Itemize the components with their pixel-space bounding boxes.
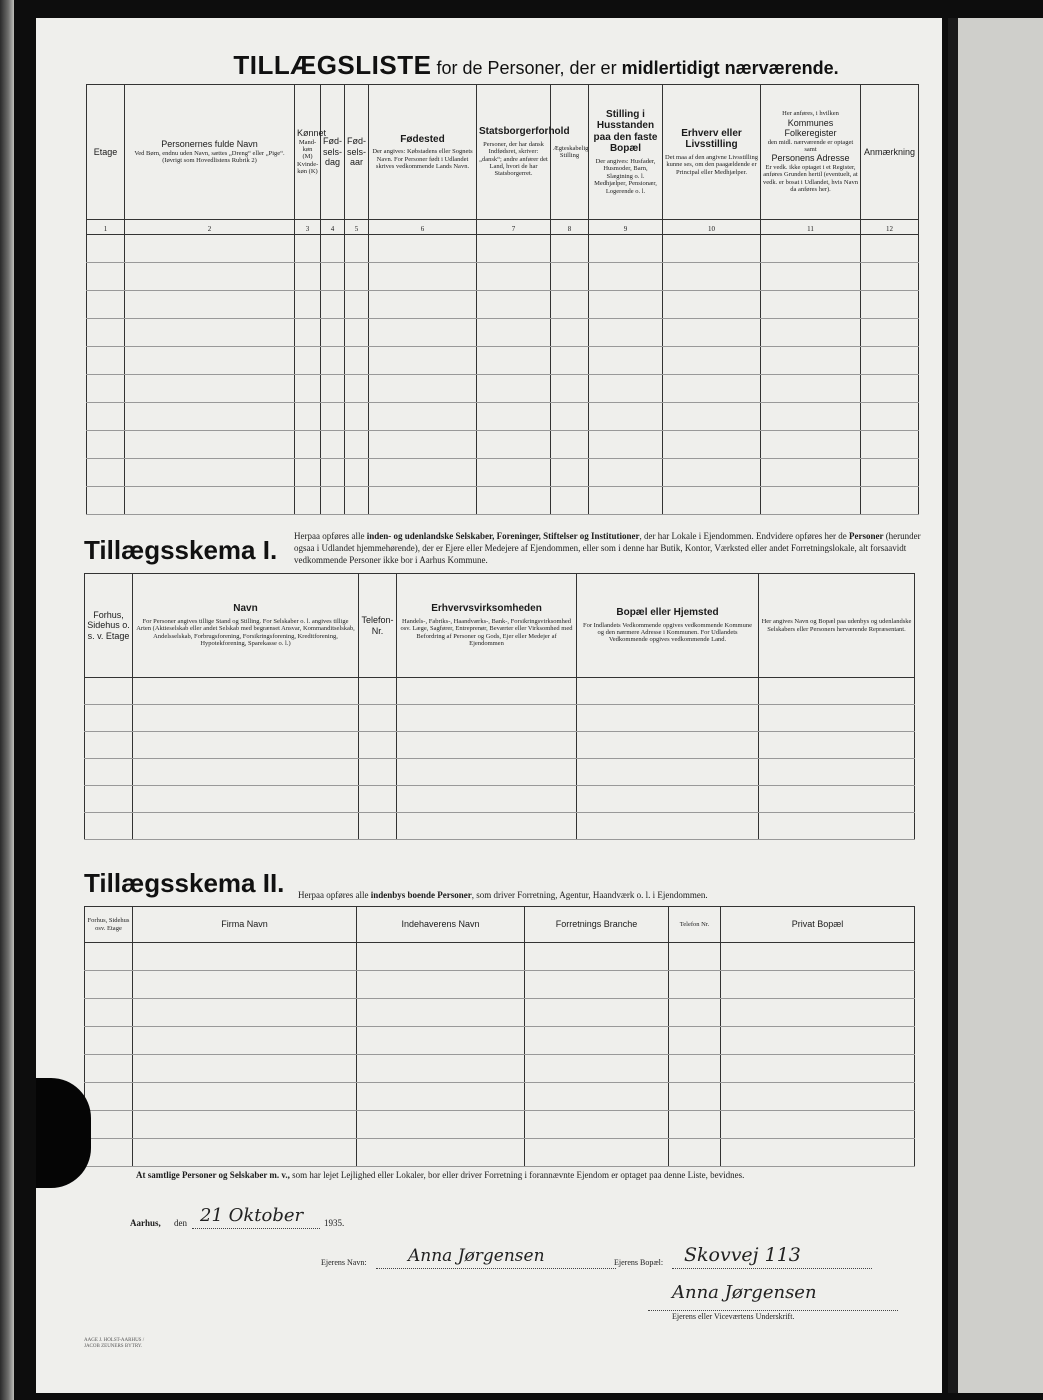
- main-colnum-row: 1 2 3 4 5 6 7 8 9 10 11 12: [87, 220, 919, 235]
- table-row: [87, 319, 919, 347]
- empty-cell[interactable]: [321, 319, 345, 347]
- empty-cell[interactable]: [87, 403, 125, 431]
- empty-cell[interactable]: [87, 459, 125, 487]
- skema1-header-row: [85, 574, 915, 678]
- empty-cell[interactable]: [345, 235, 369, 263]
- empty-cell[interactable]: [721, 1111, 915, 1139]
- year-label: 1935.: [324, 1218, 345, 1228]
- empty-cell[interactable]: [345, 375, 369, 403]
- empty-cell[interactable]: [577, 732, 759, 759]
- empty-cell[interactable]: [295, 403, 321, 431]
- empty-cell[interactable]: [357, 1083, 525, 1111]
- empty-cell[interactable]: [397, 732, 577, 759]
- den-label: den: [174, 1218, 187, 1228]
- table-row: [85, 786, 915, 813]
- empty-cell[interactable]: [357, 1055, 525, 1083]
- empty-cell[interactable]: [663, 403, 761, 431]
- empty-cell[interactable]: [321, 347, 345, 375]
- empty-cell[interactable]: [359, 678, 397, 705]
- table-row: [85, 1083, 915, 1111]
- empty-cell[interactable]: [761, 487, 861, 515]
- empty-cell[interactable]: [477, 347, 551, 375]
- empty-cell[interactable]: [861, 263, 919, 291]
- empty-cell[interactable]: [345, 291, 369, 319]
- empty-cell[interactable]: [133, 678, 359, 705]
- empty-cell[interactable]: [359, 705, 397, 732]
- empty-cell[interactable]: [761, 459, 861, 487]
- empty-cell[interactable]: [759, 732, 915, 759]
- empty-cell[interactable]: [369, 487, 477, 515]
- empty-cell[interactable]: [761, 403, 861, 431]
- empty-cell[interactable]: [321, 375, 345, 403]
- col-aegteskab: Ægteskabelig Stilling: [551, 85, 589, 220]
- empty-cell[interactable]: [87, 319, 125, 347]
- empty-cell[interactable]: [125, 403, 295, 431]
- empty-cell[interactable]: [589, 459, 663, 487]
- empty-cell[interactable]: [761, 291, 861, 319]
- empty-cell[interactable]: [551, 375, 589, 403]
- table-row: [85, 813, 915, 840]
- empty-cell[interactable]: [721, 999, 915, 1027]
- empty-cell[interactable]: [525, 1111, 669, 1139]
- empty-cell[interactable]: [525, 1139, 669, 1167]
- signature-line: [648, 1310, 898, 1311]
- empty-cell[interactable]: [321, 291, 345, 319]
- empty-cell[interactable]: [369, 263, 477, 291]
- page-title: [136, 50, 936, 81]
- empty-cell[interactable]: [861, 459, 919, 487]
- empty-cell[interactable]: [87, 263, 125, 291]
- col-name: Personernes fulde Navn Ved Børn, endnu uden Navn, sættes „Dreng“ eller „Pige“. (Iøvrigt som Hovedlistens Rubrik 2): [125, 85, 295, 220]
- main-register-table: [86, 84, 919, 515]
- title-part-2: midlertidigt: [621, 58, 720, 78]
- empty-cell[interactable]: [669, 1055, 721, 1083]
- date-line: [192, 1228, 320, 1229]
- col-folkeregister: Her anføres, i hvilken Kommunes Folkeregister den midl. nærværende er optaget samt Personens Adresse Er vedk. ikke optaget i et Register, anføres Grunden hertil (eventuelt, at vedk. er bosat i Udlandet, hvis Navn da anføres her).: [761, 85, 861, 220]
- s1-col-erhverv: Erhvervsvirksomheden Handels-, Fabriks-, Haandværks-, Bank-, Forsikringsvirksomhed osv. Læge, Sagfører, Entreprenør, Beværter eller Virksomhed med Befordring af Personer og Gods, Ejer eller Medejer af Ejendommen: [397, 574, 577, 678]
- col-etage: Etage: [87, 85, 125, 220]
- table-row: [87, 375, 919, 403]
- s2-col-firma: Firma Navn: [133, 907, 357, 943]
- empty-cell[interactable]: [669, 1027, 721, 1055]
- empty-cell[interactable]: [589, 431, 663, 459]
- table-row: [85, 1027, 915, 1055]
- empty-cell[interactable]: [369, 431, 477, 459]
- empty-cell[interactable]: [663, 319, 761, 347]
- empty-cell[interactable]: [759, 786, 915, 813]
- empty-cell[interactable]: [85, 1111, 133, 1139]
- s2-col-branche: Forretnings Branche: [525, 907, 669, 943]
- empty-cell[interactable]: [669, 1139, 721, 1167]
- s2-col-indehaver: Indehaverens Navn: [357, 907, 525, 943]
- empty-cell[interactable]: [577, 786, 759, 813]
- table-row: [87, 263, 919, 291]
- col-anmaerkning: Anmærkning: [861, 85, 919, 220]
- empty-cell[interactable]: [577, 678, 759, 705]
- table-row: [85, 1055, 915, 1083]
- empty-cell[interactable]: [295, 431, 321, 459]
- empty-cell[interactable]: [669, 971, 721, 999]
- skema1-note: Herpaa opføres alle inden- og udenlandske Selskaber, Foreninger, Stiftelser og Institutioner, der har Lokale i Ejendommen. Endvidere opføres her de Personer (herunder ogsaa i Udlandet hjemmehørende), der er Ejere eller Medejere af Ejendommen, eller som i denne har Butik, Kontor, Værksted eller andet Forretningslokale, alt forsaavidt vedkommende Personer ikke bor i Aarhus Kommune.: [294, 531, 921, 566]
- empty-cell[interactable]: [87, 291, 125, 319]
- empty-cell[interactable]: [577, 705, 759, 732]
- empty-cell[interactable]: [721, 971, 915, 999]
- empty-cell[interactable]: [357, 943, 525, 971]
- empty-cell[interactable]: [125, 375, 295, 403]
- col-fodested: Fødested Der angives: Købstadens eller Sognets Navn. For Personer født i Udlandet skrives vedkommende Lands Navn.: [369, 85, 477, 220]
- owner-name-handwritten: Anna Jørgensen: [408, 1246, 545, 1266]
- empty-cell[interactable]: [525, 999, 669, 1027]
- empty-cell[interactable]: [397, 678, 577, 705]
- empty-cell[interactable]: [133, 813, 359, 840]
- empty-cell[interactable]: [295, 487, 321, 515]
- empty-cell[interactable]: [663, 487, 761, 515]
- empty-cell[interactable]: [345, 403, 369, 431]
- empty-cell[interactable]: [663, 347, 761, 375]
- empty-cell[interactable]: [85, 813, 133, 840]
- empty-cell[interactable]: [85, 1139, 133, 1167]
- main-header-row: [87, 85, 919, 220]
- empty-cell[interactable]: [357, 971, 525, 999]
- table-row: [85, 705, 915, 732]
- empty-cell[interactable]: [295, 375, 321, 403]
- table-row: [85, 759, 915, 786]
- empty-cell[interactable]: [663, 291, 761, 319]
- s1-col-navn: Navn For Personer angives tillige Stand og Stilling. For Selskaber o. l. angives tillige Arten (Aktieselskab eller andet Selskab med begrænset Ansvar, Kommanditselskab, Andelsselskab, Forbrugsforening, Forsikringsforening, Kreditforening, Hypotekforening, Sparekasse o. l.): [133, 574, 359, 678]
- empty-cell[interactable]: [359, 786, 397, 813]
- empty-cell[interactable]: [295, 235, 321, 263]
- empty-cell[interactable]: [861, 291, 919, 319]
- empty-cell[interactable]: [759, 759, 915, 786]
- empty-cell[interactable]: [345, 347, 369, 375]
- empty-cell[interactable]: [861, 235, 919, 263]
- empty-cell[interactable]: [345, 459, 369, 487]
- s2-col-etage: Forhus, Sidehus osv. Etage: [85, 907, 133, 943]
- empty-cell[interactable]: [551, 431, 589, 459]
- empty-cell[interactable]: [357, 1027, 525, 1055]
- empty-cell[interactable]: [551, 403, 589, 431]
- skema2-note: Herpaa opføres alle indenbys boende Personer, som driver Forretning, Agentur, Haandværk o. l. i Ejendommen.: [298, 890, 708, 900]
- empty-cell[interactable]: [295, 319, 321, 347]
- empty-cell[interactable]: [759, 813, 915, 840]
- empty-cell[interactable]: [295, 263, 321, 291]
- table-row: [85, 1111, 915, 1139]
- empty-cell[interactable]: [133, 943, 357, 971]
- empty-cell[interactable]: [397, 813, 577, 840]
- empty-cell[interactable]: [761, 319, 861, 347]
- empty-cell[interactable]: [577, 813, 759, 840]
- s1-col-telefon: Telefon-Nr.: [359, 574, 397, 678]
- table-row: [85, 971, 915, 999]
- empty-cell[interactable]: [551, 263, 589, 291]
- empty-cell[interactable]: [85, 1055, 133, 1083]
- empty-cell[interactable]: [357, 1111, 525, 1139]
- empty-cell[interactable]: [477, 459, 551, 487]
- empty-cell[interactable]: [359, 732, 397, 759]
- empty-cell[interactable]: [125, 235, 295, 263]
- skema1-table: [84, 573, 915, 840]
- empty-cell[interactable]: [125, 291, 295, 319]
- owner-address-handwritten: Skovvej 113: [684, 1244, 801, 1266]
- binder-clip: [36, 1078, 91, 1188]
- empty-cell[interactable]: [345, 319, 369, 347]
- empty-cell[interactable]: [577, 759, 759, 786]
- empty-cell[interactable]: [669, 999, 721, 1027]
- empty-cell[interactable]: [85, 999, 133, 1027]
- empty-cell[interactable]: [477, 375, 551, 403]
- empty-cell[interactable]: [861, 319, 919, 347]
- empty-cell[interactable]: [551, 235, 589, 263]
- empty-cell[interactable]: [525, 1055, 669, 1083]
- empty-cell[interactable]: [663, 235, 761, 263]
- empty-cell[interactable]: [861, 403, 919, 431]
- empty-cell[interactable]: [369, 319, 477, 347]
- empty-cell[interactable]: [761, 431, 861, 459]
- table-row: [85, 943, 915, 971]
- title-part-3: nærværende.: [724, 58, 839, 78]
- col-kon: Kønnet Mand-køn (M) Kvinde-køn (K): [295, 85, 321, 220]
- empty-cell[interactable]: [369, 375, 477, 403]
- skema2-title: Tillægsskema II.: [84, 868, 285, 898]
- empty-cell[interactable]: [477, 487, 551, 515]
- empty-cell[interactable]: [125, 319, 295, 347]
- empty-cell[interactable]: [345, 431, 369, 459]
- empty-cell[interactable]: [321, 431, 345, 459]
- table-row: [87, 459, 919, 487]
- empty-cell[interactable]: [357, 999, 525, 1027]
- empty-cell[interactable]: [589, 235, 663, 263]
- table-row: [85, 678, 915, 705]
- empty-cell[interactable]: [133, 759, 359, 786]
- book-spine: [0, 0, 14, 1400]
- empty-cell[interactable]: [589, 487, 663, 515]
- empty-cell[interactable]: [477, 319, 551, 347]
- empty-cell[interactable]: [125, 487, 295, 515]
- empty-cell[interactable]: [133, 786, 359, 813]
- col-fodselsaar: Fød-sels-aar: [345, 85, 369, 220]
- empty-cell[interactable]: [133, 971, 357, 999]
- empty-cell[interactable]: [663, 375, 761, 403]
- empty-cell[interactable]: [87, 375, 125, 403]
- empty-cell[interactable]: [589, 263, 663, 291]
- empty-cell[interactable]: [85, 786, 133, 813]
- table-row: [85, 999, 915, 1027]
- empty-cell[interactable]: [721, 1139, 915, 1167]
- empty-cell[interactable]: [397, 705, 577, 732]
- table-row: [87, 487, 919, 515]
- empty-cell[interactable]: [477, 403, 551, 431]
- s1-col-etage: Forhus, Sidehus o. s. v. Etage: [85, 574, 133, 678]
- empty-cell[interactable]: [295, 347, 321, 375]
- empty-cell[interactable]: [85, 705, 133, 732]
- document-page: [36, 18, 942, 1393]
- empty-cell[interactable]: [525, 943, 669, 971]
- empty-cell[interactable]: [369, 459, 477, 487]
- empty-cell[interactable]: [85, 943, 133, 971]
- empty-cell[interactable]: [87, 431, 125, 459]
- empty-cell[interactable]: [87, 487, 125, 515]
- empty-cell[interactable]: [551, 319, 589, 347]
- skema2-table: [84, 906, 915, 1167]
- empty-cell[interactable]: [133, 732, 359, 759]
- empty-cell[interactable]: [761, 375, 861, 403]
- owner-address-label: Ejerens Bopæl:: [614, 1258, 664, 1267]
- col-erhverv: Erhverv eller Livsstilling Det maa af den angivne Livsstilling kunne ses, om den paagældende er Principal eller Medhjælper.: [663, 85, 761, 220]
- empty-cell[interactable]: [551, 487, 589, 515]
- empty-cell[interactable]: [477, 235, 551, 263]
- empty-cell[interactable]: [477, 263, 551, 291]
- empty-cell[interactable]: [87, 235, 125, 263]
- empty-cell[interactable]: [551, 291, 589, 319]
- empty-cell[interactable]: [133, 999, 357, 1027]
- empty-cell[interactable]: [669, 943, 721, 971]
- empty-cell[interactable]: [663, 431, 761, 459]
- empty-cell[interactable]: [397, 786, 577, 813]
- empty-cell[interactable]: [125, 431, 295, 459]
- date-handwritten: 21 Oktober: [200, 1205, 304, 1226]
- col-fodselsdag: Fød-sels-dag: [321, 85, 345, 220]
- owner-name-label: Ejerens Navn:: [321, 1258, 367, 1267]
- owner-name-line: [376, 1268, 616, 1269]
- table-row: [87, 347, 919, 375]
- city-label: Aarhus,: [130, 1218, 161, 1228]
- empty-cell[interactable]: [861, 347, 919, 375]
- empty-cell[interactable]: [321, 487, 345, 515]
- title-main: TILLÆGSLISTE: [233, 50, 432, 80]
- title-part-1: for de Personer, der er: [436, 58, 617, 78]
- s2-col-telefon: Telefon Nr.: [669, 907, 721, 943]
- table-row: [87, 403, 919, 431]
- skema2-header-row: [85, 907, 915, 943]
- empty-cell[interactable]: [589, 403, 663, 431]
- table-row: [87, 235, 919, 263]
- signature-handwritten: Anna Jørgensen: [672, 1282, 817, 1303]
- empty-cell[interactable]: [321, 459, 345, 487]
- table-row: [87, 431, 919, 459]
- s1-col-repraesentant: Her angives Navn og Bopæl paa udenbys og udenlandske Selskabers eller Personers herværende Repræsentant.: [759, 574, 915, 678]
- empty-cell[interactable]: [85, 759, 133, 786]
- empty-cell[interactable]: [551, 347, 589, 375]
- table-row: [85, 732, 915, 759]
- table-row: [85, 1139, 915, 1167]
- empty-cell[interactable]: [345, 263, 369, 291]
- empty-cell[interactable]: [761, 235, 861, 263]
- s2-col-privat-bopael: Privat Bopæl: [721, 907, 915, 943]
- col-statsborger: Statsborgerforhold Personer, der har dansk Indfødsret, skriver: „dansk“; andre anfører det Land, hvori de har Statsborgerret.: [477, 85, 551, 220]
- empty-cell[interactable]: [133, 705, 359, 732]
- empty-cell[interactable]: [721, 1027, 915, 1055]
- skema1-title: Tillægsskema I.: [84, 535, 278, 565]
- empty-cell[interactable]: [359, 759, 397, 786]
- empty-cell[interactable]: [861, 375, 919, 403]
- empty-cell[interactable]: [133, 1055, 357, 1083]
- empty-cell[interactable]: [133, 1027, 357, 1055]
- empty-cell[interactable]: [397, 759, 577, 786]
- empty-cell[interactable]: [759, 678, 915, 705]
- empty-cell[interactable]: [85, 732, 133, 759]
- empty-cell[interactable]: [669, 1111, 721, 1139]
- s1-col-bopael: Bopæl eller Hjemsted For Indlandets Vedkommende opgives vedkommende Kommune og den nærmere Adresse i Kommunen. For Udlandets Vedkommende opgives vedkommende Land.: [577, 574, 759, 678]
- owner-address-line: [672, 1268, 872, 1269]
- empty-cell[interactable]: [369, 403, 477, 431]
- empty-cell[interactable]: [663, 459, 761, 487]
- empty-cell[interactable]: [345, 487, 369, 515]
- empty-cell[interactable]: [125, 263, 295, 291]
- empty-cell[interactable]: [525, 1027, 669, 1055]
- empty-cell[interactable]: [87, 347, 125, 375]
- empty-cell[interactable]: [477, 291, 551, 319]
- empty-cell[interactable]: [721, 1055, 915, 1083]
- empty-cell[interactable]: [133, 1139, 357, 1167]
- next-page-edge: [948, 18, 1043, 1393]
- empty-cell[interactable]: [85, 1083, 133, 1111]
- empty-cell[interactable]: [321, 263, 345, 291]
- empty-cell[interactable]: [589, 319, 663, 347]
- empty-cell[interactable]: [761, 263, 861, 291]
- empty-cell[interactable]: [589, 347, 663, 375]
- table-row: [87, 291, 919, 319]
- empty-cell[interactable]: [369, 235, 477, 263]
- empty-cell[interactable]: [133, 1111, 357, 1139]
- empty-cell[interactable]: [589, 291, 663, 319]
- printer-imprint: AAGE J. HOLST-AARHUS / JACOB ZEUNERS BYTRY.: [84, 1338, 145, 1349]
- empty-cell[interactable]: [663, 263, 761, 291]
- empty-cell[interactable]: [861, 487, 919, 515]
- empty-cell[interactable]: [369, 291, 477, 319]
- empty-cell[interactable]: [669, 1083, 721, 1111]
- empty-cell[interactable]: [759, 705, 915, 732]
- empty-cell[interactable]: [477, 431, 551, 459]
- empty-cell[interactable]: [321, 403, 345, 431]
- empty-cell[interactable]: [133, 1083, 357, 1111]
- signature-label: Ejerens eller Viceværtens Underskrift.: [672, 1312, 795, 1321]
- empty-cell[interactable]: [525, 971, 669, 999]
- empty-cell[interactable]: [125, 459, 295, 487]
- empty-cell[interactable]: [359, 813, 397, 840]
- empty-cell[interactable]: [321, 235, 345, 263]
- empty-cell[interactable]: [761, 347, 861, 375]
- empty-cell[interactable]: [721, 1083, 915, 1111]
- empty-cell[interactable]: [861, 431, 919, 459]
- empty-cell[interactable]: [525, 1083, 669, 1111]
- empty-cell[interactable]: [85, 678, 133, 705]
- empty-cell[interactable]: [85, 971, 133, 999]
- declaration-text: At samtlige Personer og Selskaber m. v., som har lejet Lejlighed eller Lokaler, bor eller driver Forretning i forannævnte Ejendom er optaget paa denne Liste, bevidnes.: [136, 1170, 745, 1180]
- empty-cell[interactable]: [85, 1027, 133, 1055]
- empty-cell[interactable]: [295, 291, 321, 319]
- empty-cell[interactable]: [295, 459, 321, 487]
- col-stilling: Stilling i Husstanden paa den faste Bopæl Der angives: Husfader, Husmoder, Barn, Slægtning o. l. Medhjælper, Pensionær, Logerende o. l.: [589, 85, 663, 220]
- empty-cell[interactable]: [551, 459, 589, 487]
- empty-cell[interactable]: [721, 943, 915, 971]
- empty-cell[interactable]: [589, 375, 663, 403]
- empty-cell[interactable]: [369, 347, 477, 375]
- empty-cell[interactable]: [125, 347, 295, 375]
- empty-cell[interactable]: [357, 1139, 525, 1167]
